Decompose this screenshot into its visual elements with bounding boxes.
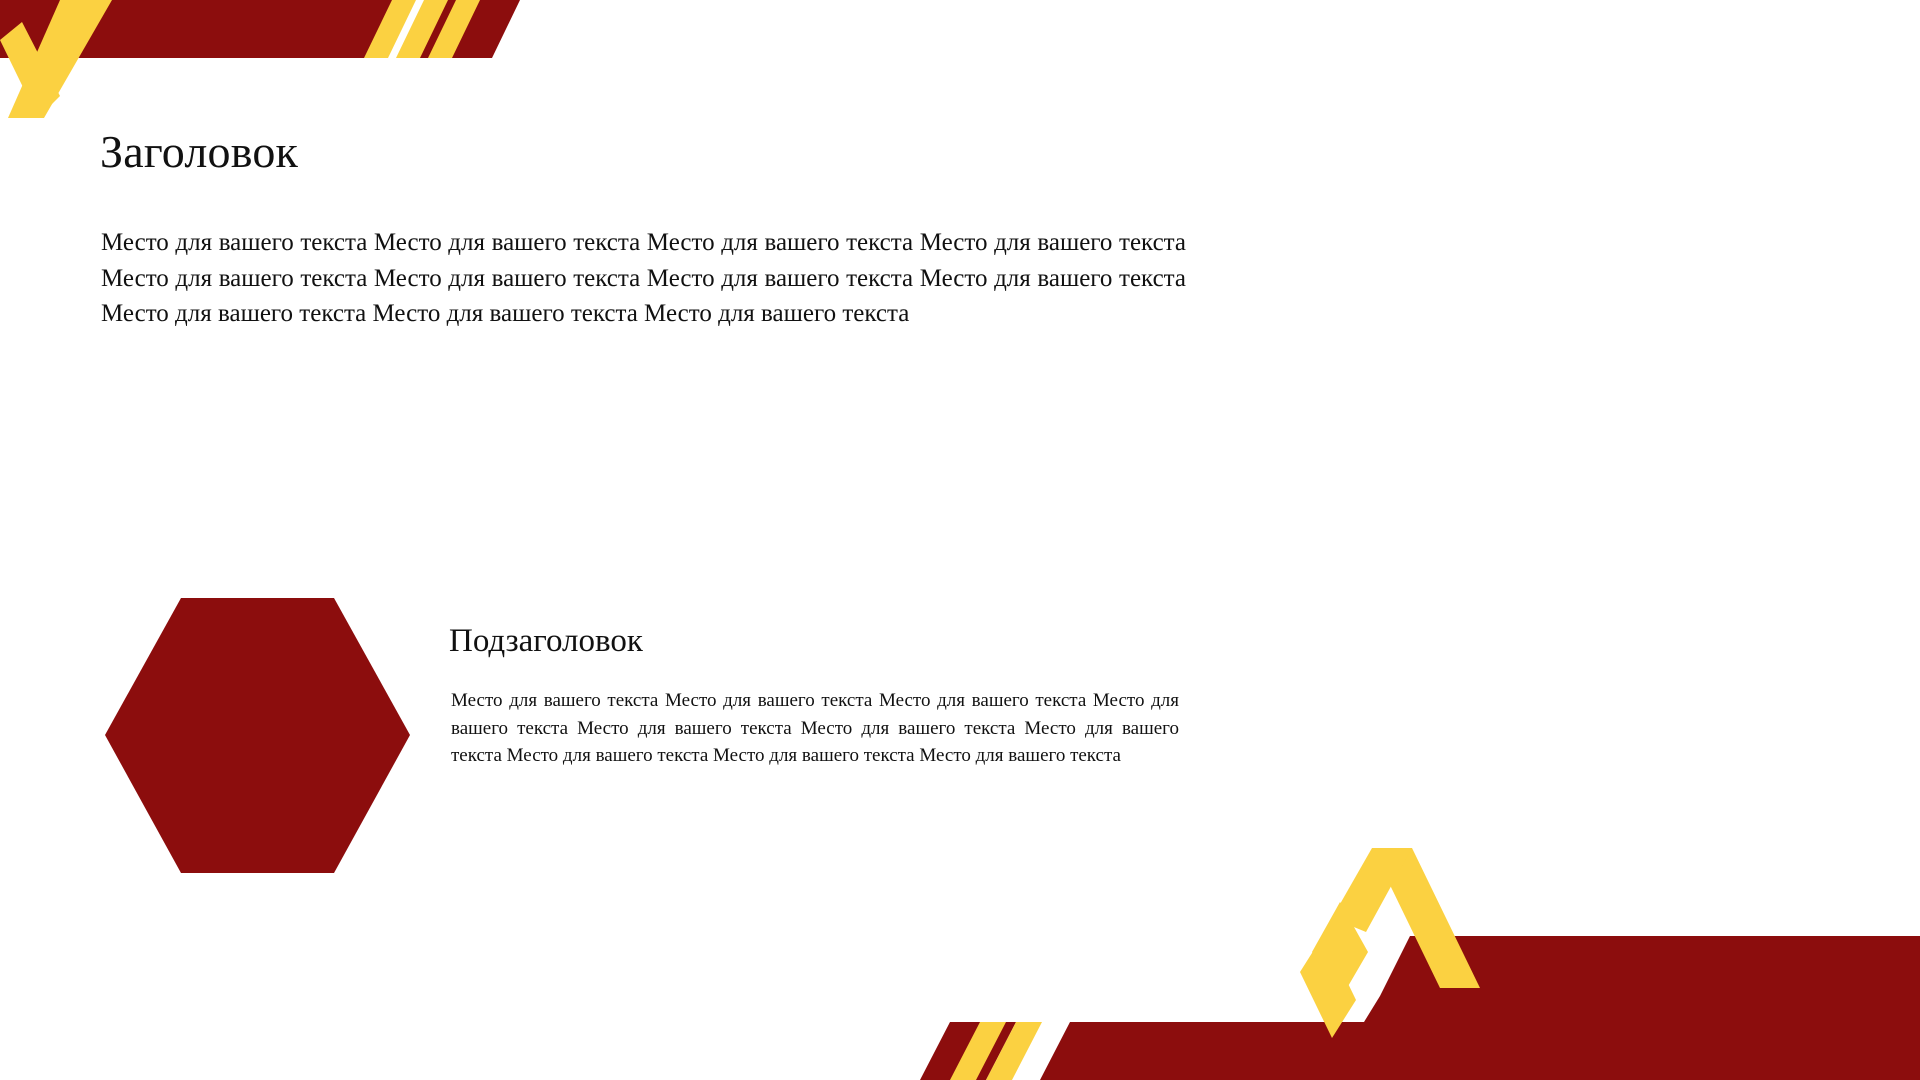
section-body-paragraph: Место для вашего текста Место для вашего текста Место для вашего текста Место для вашего текста Место для вашего текста Место для вашего текста Место для вашего текста Место для вашего текста Место для вашего текста Место для вашего текста — [451, 690, 1179, 767]
red-yellow-ribbon-bottom-right-icon — [920, 840, 1920, 1080]
dark-red-hexagon-icon — [105, 598, 410, 873]
page-title: Заголовок — [100, 125, 299, 177]
section-subtitle: Подзаголовок — [449, 623, 643, 660]
body-paragraph: Место для вашего текста Место для вашего текста Место для вашего текста Место для вашего текста Место для вашего текста Место для вашего текста Место для вашего текста Место для вашего текста Место для вашего текста Место для вашего текста Место для вашего текста — [101, 229, 1186, 327]
